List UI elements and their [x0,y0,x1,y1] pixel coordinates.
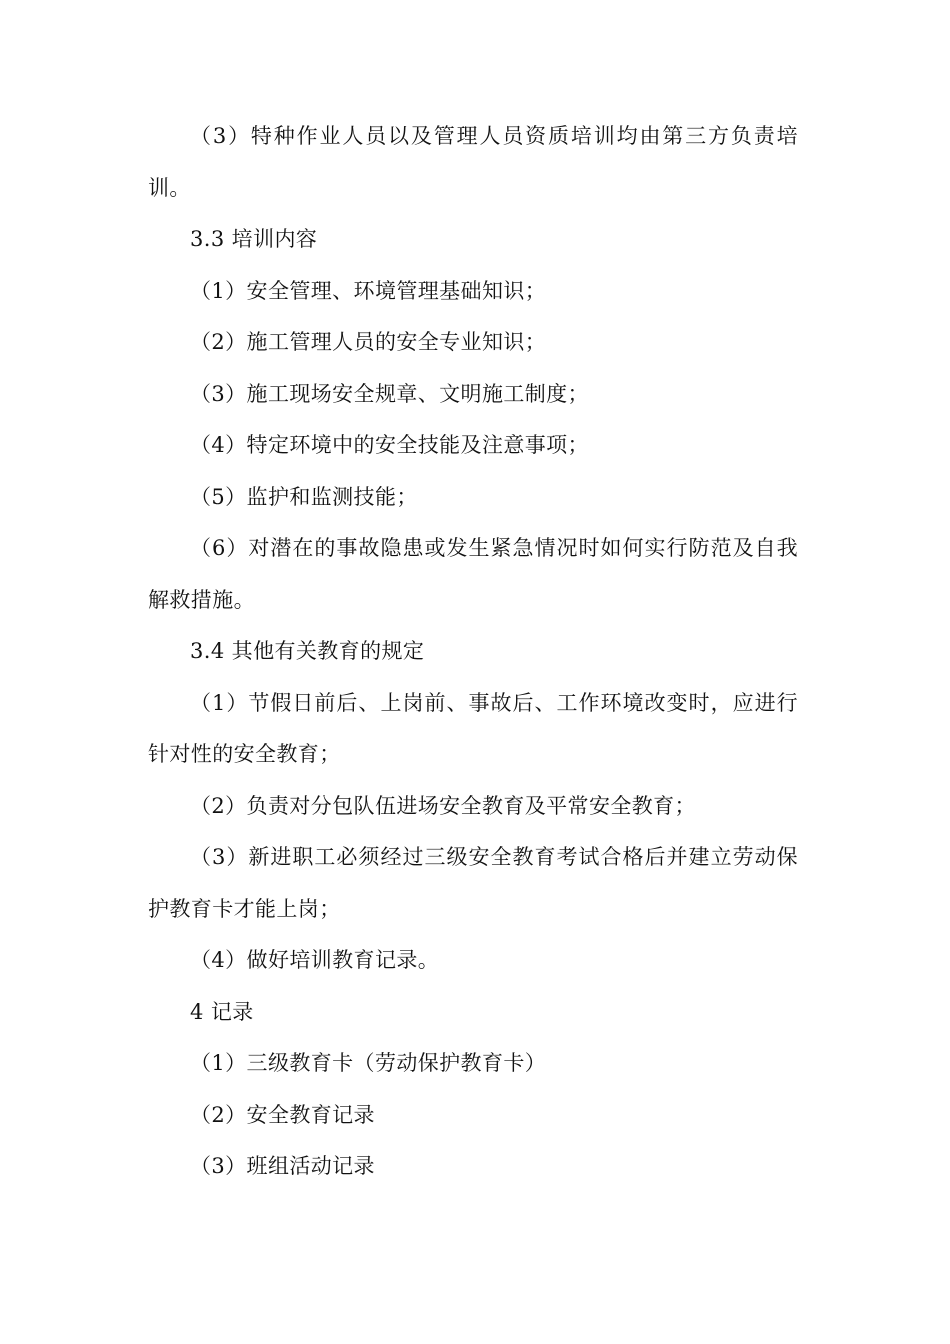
list-item: （2）安全教育记录 [190,1102,375,1127]
section-heading-training-content: 3.3 培训内容 [190,227,318,251]
paragraph-special-ops-training: （3）特种作业人员以及管理人员资质培训均由第三方负责培训。 [148,124,798,200]
section-heading-other-education: 3.4 其他有关教育的规定 [190,639,425,663]
section-heading-records: 4 记录 [190,999,254,1024]
list-item: （6）对潜在的事故隐患或发生紧急情况时如何实行防范及自我解救措施。 [148,536,798,612]
list-item: （3）新进职工必须经过三级安全教育考试合格后并建立劳动保护教育卡才能上岗； [148,845,798,921]
list-item: （4）特定环境中的安全技能及注意事项； [190,433,589,457]
list-item: （5）监护和监测技能； [190,484,418,509]
document-body [148,111,798,1193]
list-item: （3）施工现场安全规章、文明施工制度； [190,381,589,406]
list-item: （4）做好培训教育记录。 [190,948,440,972]
list-item: （1）安全管理、环境管理基础知识； [190,278,547,303]
list-item: （2）施工管理人员的安全专业知识； [190,330,547,354]
list-item: （1）三级教育卡（劳动保护教育卡） [190,1051,547,1075]
list-item: （1）节假日前后、上岗前、事故后、工作环境改变时，应进行针对性的安全教育； [148,690,798,766]
list-item: （3）班组活动记录 [190,1154,375,1178]
list-item: （2）负责对分包队伍进场安全教育及平常安全教育； [190,793,696,818]
